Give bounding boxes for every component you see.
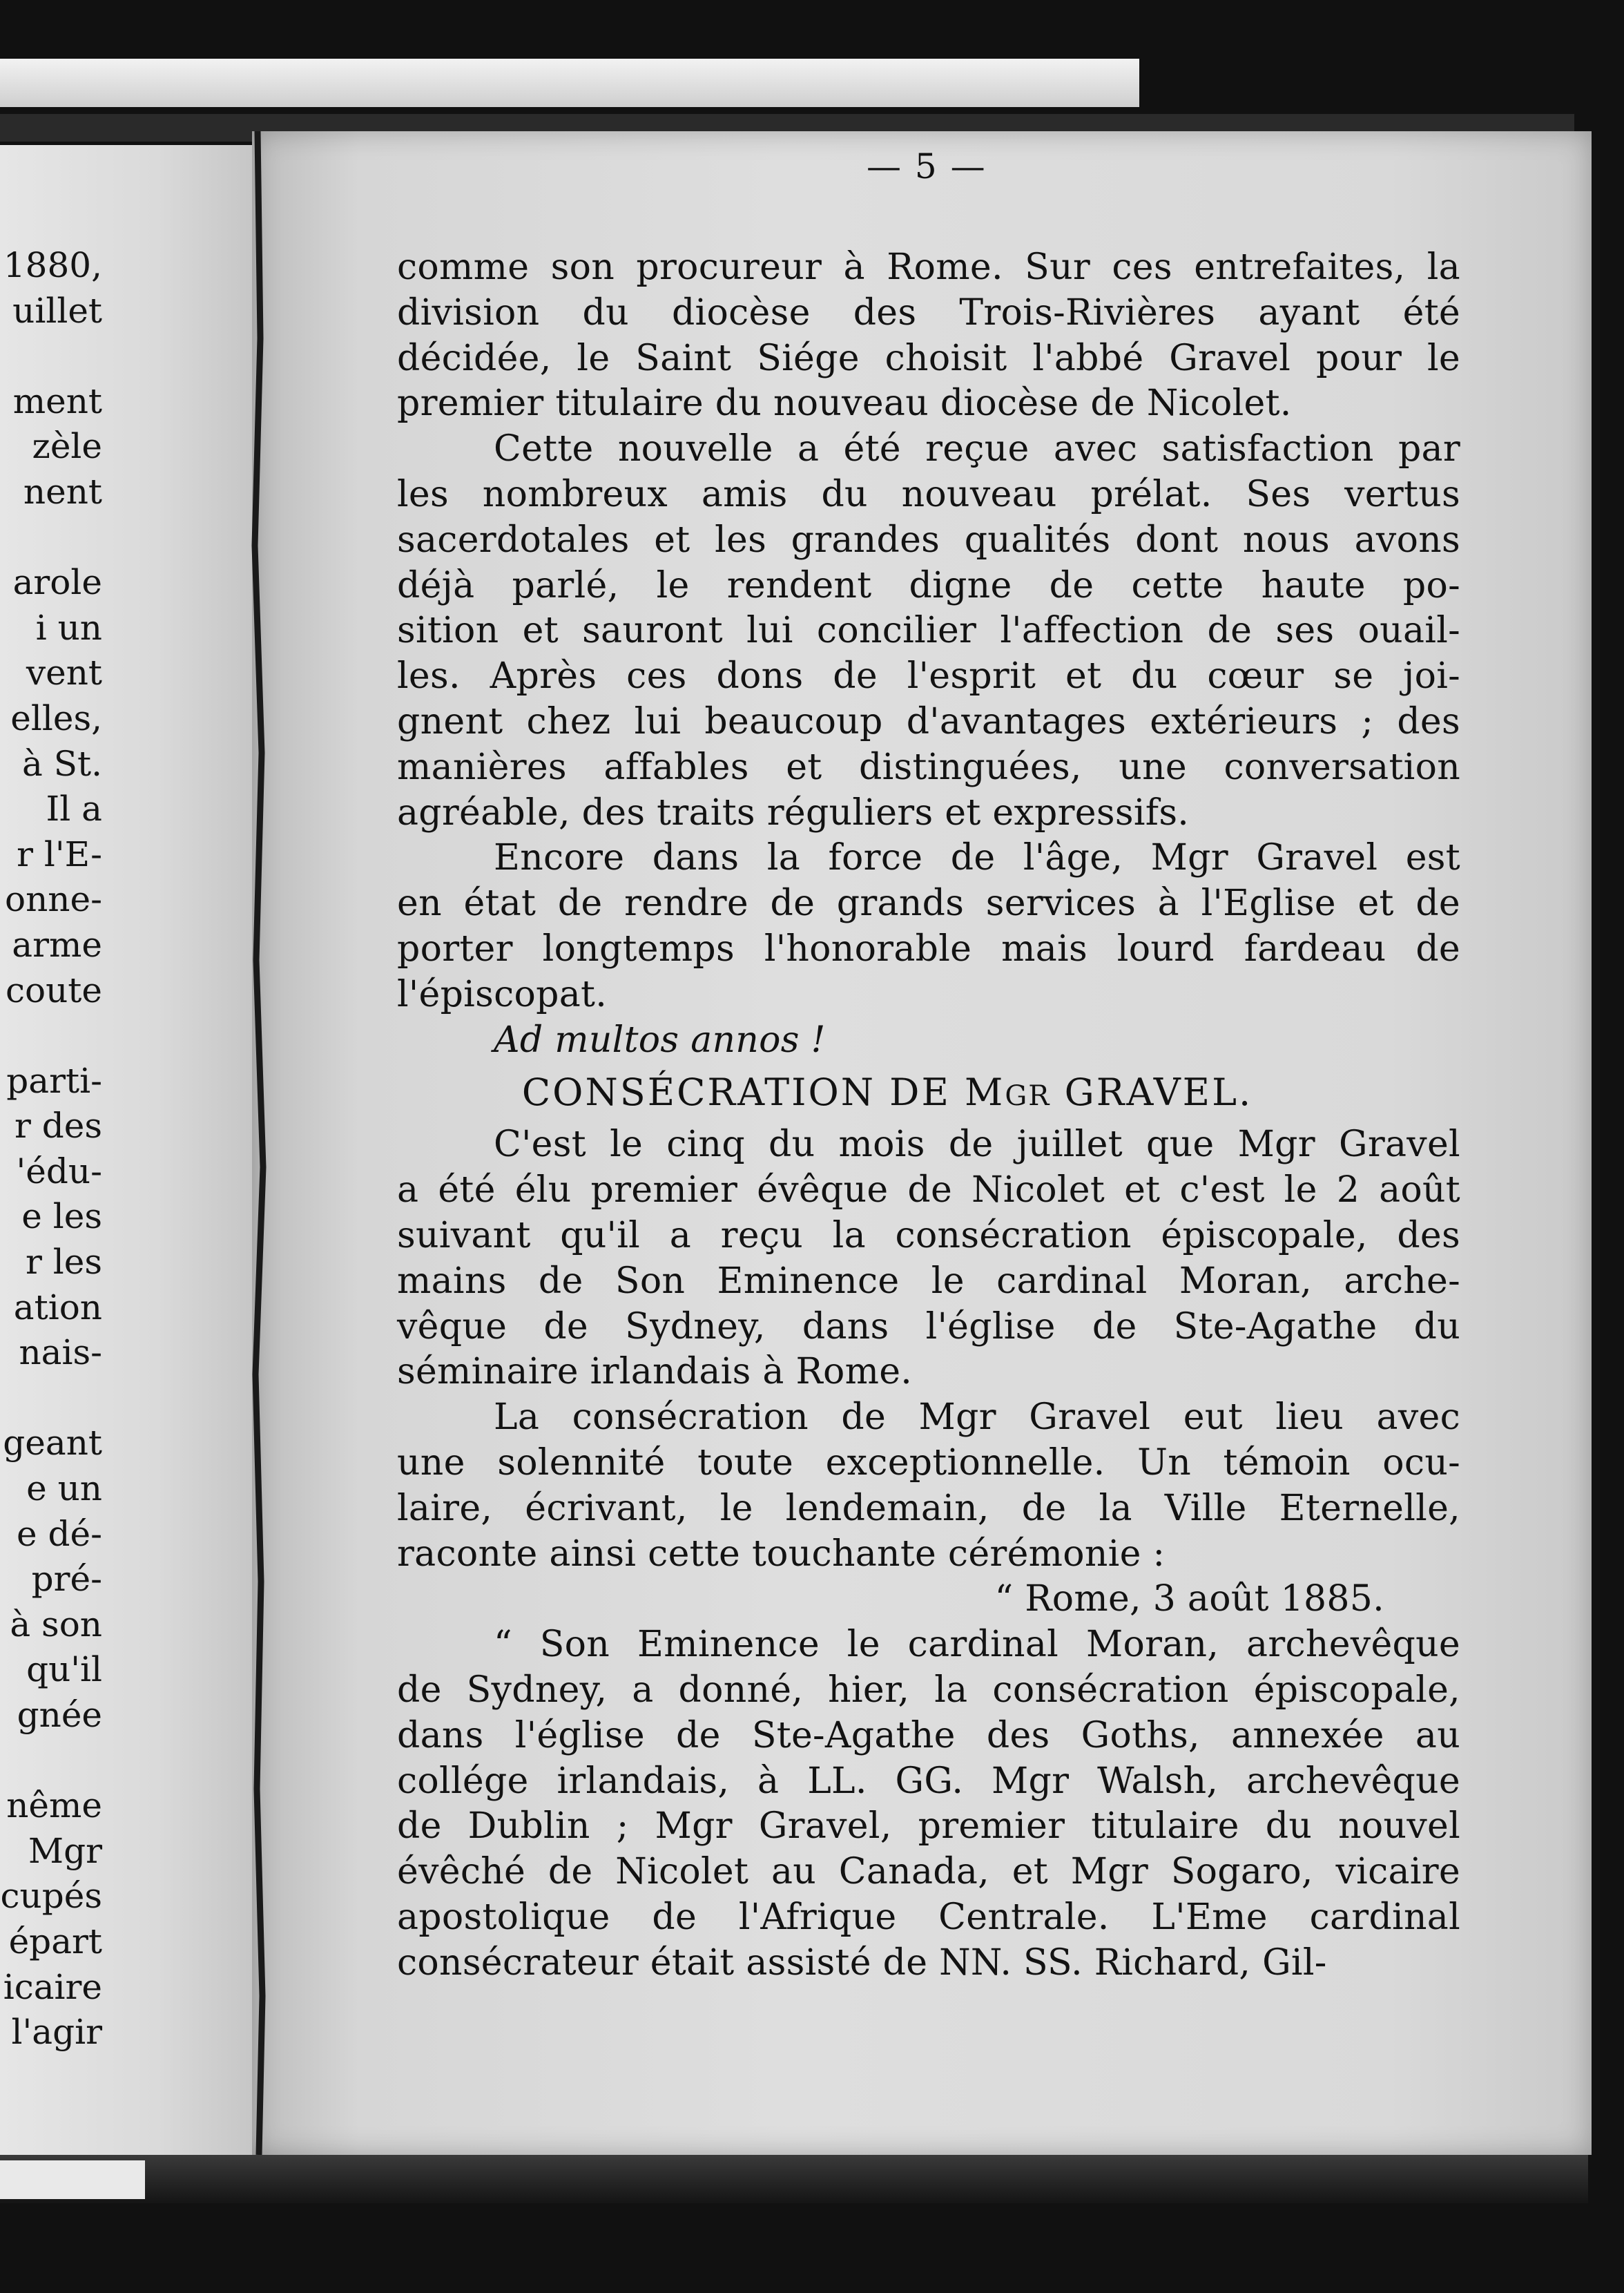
article-text <box>397 245 1460 1986</box>
text-line: de Dublin ; Mgr Gravel, premier titulaire du nouvel <box>397 1805 1460 1848</box>
text-line: séminaire irlandais à Rome. <box>397 1351 913 1393</box>
text-line: raconte ainsi cette touchante cérémonie : <box>397 1533 1166 1575</box>
left-page-fragment: Mgr <box>28 1830 102 1871</box>
text-line: de Sydney, a donné, hier, la consécration épiscopale, <box>397 1669 1460 1711</box>
text-line: les nombreux amis du nouveau prélat. Ses vertus <box>397 473 1460 515</box>
heading-text: CONSÉCRATION DE M <box>521 1071 1005 1115</box>
text-line: porter longtemps l'honorable mais lourd fardeau de <box>397 928 1460 970</box>
left-page-fragment: nais- <box>19 1332 102 1373</box>
text-line: comme son procureur à Rome. Sur ces entrefaites, la <box>397 247 1460 288</box>
page-tear-edge <box>245 131 273 2155</box>
left-page-fragment <box>0 1013 102 1059</box>
left-page-fragment: arole <box>12 562 102 603</box>
text-line: suivant qu'il a reçu la consécration épiscopale, des <box>397 1214 1460 1256</box>
paragraph-2 <box>397 427 1460 836</box>
text-line: décidée, le Saint Siége choisit l'abbé Gravel pour le <box>397 337 1460 379</box>
left-page-fragment: coute <box>6 970 102 1010</box>
left-page-fragment: nent <box>23 471 102 512</box>
text-line: apostolique de l'Afrique Centrale. L'Eme cardinal <box>397 1896 1460 1938</box>
left-page-fragment: elles, <box>10 698 102 738</box>
left-page-fragment: nême <box>6 1785 102 1826</box>
text-line: laire, écrivant, le lendemain, de la Ville Eternelle, <box>397 1487 1460 1529</box>
closing-wish: Ad multos annos ! <box>494 1019 826 1061</box>
left-page-fragment: onne- <box>5 879 102 920</box>
text-line: déjà parlé, le rendent digne de cette haute po- <box>397 564 1460 606</box>
left-page-fragment: vent <box>26 653 102 693</box>
left-page-fragment: épart <box>8 1921 102 1961</box>
heading-text-end: GRAVEL. <box>1050 1071 1253 1115</box>
left-page-fragment: r des <box>14 1106 102 1146</box>
text-line: en état de rendre de grands services à l'Eglise et de <box>397 883 1460 925</box>
left-page-fragment: à St. <box>22 743 102 784</box>
text-line: premier titulaire du nouveau diocèse de Nicolet. <box>397 383 1292 425</box>
film-edge-top <box>0 59 1139 107</box>
left-page-fragment: icaire <box>3 1966 102 2007</box>
film-edge-bottom-light <box>0 2160 145 2199</box>
paragraph-3 <box>397 836 1460 1017</box>
text-line: sition et sauront lui concilier l'affection de ses ouail- <box>397 610 1460 652</box>
text-line: les. Après ces dons de l'esprit et du cœur se joi- <box>397 655 1460 698</box>
text-line: a été élu premier évêque de Nicolet et c'est le 2 août <box>397 1169 1460 1211</box>
text-line: division du diocèse des Trois-Rivières ayant été <box>397 291 1460 334</box>
text-line: Cette nouvelle a été reçue avec satisfaction par <box>494 428 1460 470</box>
text-line: gnent chez lui beaucoup d'avantages extérieurs ; des <box>397 700 1460 742</box>
left-page-fragment: ment <box>12 381 102 421</box>
text-line: “ Son Eminence le cardinal Moran, archevêque <box>494 1624 1460 1666</box>
left-page-fragment <box>0 334 102 379</box>
text-line: collége irlandais, à LL. GG. Mgr Walsh, archevêque <box>397 1760 1460 1802</box>
text-line: une solennité toute exceptionnelle. Un témoin ocu- <box>397 1441 1460 1484</box>
left-page-fragment: 1880, <box>3 245 102 285</box>
text-line: consécrateur était assisté de NN. SS. Richard, Gil- <box>397 1941 1327 1984</box>
section-heading <box>397 1063 1460 1122</box>
text-line: Encore dans la force de l'âge, Mgr Gravel est <box>494 837 1460 879</box>
left-page-fragment: pré- <box>31 1559 102 1600</box>
left-page-fragment <box>0 1376 102 1421</box>
text-line: C'est le cinq du mois de juillet que Mgr Gravel <box>494 1124 1460 1166</box>
left-page-fragment: uillet <box>12 290 102 331</box>
left-page-fragment: cupés <box>0 1876 102 1917</box>
paragraph-1 <box>397 245 1460 427</box>
text-line: agréable, des traits réguliers et expressifs. <box>397 791 1190 834</box>
left-page-fragment <box>0 1738 102 1784</box>
left-page-fragment <box>0 515 102 561</box>
left-page-fragment: parti- <box>6 1060 102 1101</box>
text-line: vêque de Sydney, dans l'église de Ste-Agathe du <box>397 1305 1460 1347</box>
left-page-fragment: e dé- <box>17 1513 102 1554</box>
text-line: mains de Son Eminence le cardinal Moran, arche- <box>397 1260 1460 1302</box>
left-page-fragment: geant <box>3 1423 102 1464</box>
left-page-fragment: qu'il <box>26 1649 102 1690</box>
left-page-fragment: l'agir <box>11 2012 102 2053</box>
heading-abbrev: GR <box>1005 1080 1051 1113</box>
page-number: — 5 — <box>867 146 987 186</box>
text-line: sacerdotales et les grandes qualités dont nous avons <box>397 519 1460 561</box>
text-line: évêché de Nicolet au Canada, et Mgr Sogaro, vicaire <box>397 1851 1460 1893</box>
film-edge-bottom <box>0 2155 1588 2203</box>
paragraph-4 <box>397 1122 1460 1395</box>
paragraph-6 <box>397 1622 1460 1986</box>
left-page-fragment: e un <box>26 1468 102 1509</box>
left-page-fragment: gnée <box>17 1695 102 1735</box>
previous-page-strip <box>0 145 262 2155</box>
left-page-fragment: ation <box>13 1287 102 1327</box>
left-page-fragment: arme <box>12 924 102 965</box>
left-page-fragment: Il a <box>46 789 102 829</box>
left-page-fragment: r les <box>25 1242 102 1283</box>
left-page-fragment: i un <box>35 607 102 648</box>
left-page-fragment: r l'E- <box>17 834 102 874</box>
left-page-fragment: à son <box>10 1604 102 1644</box>
dateline: “ Rome, 3 août 1885. <box>994 1578 1384 1620</box>
left-page-fragment: 'édu- <box>16 1151 102 1191</box>
text-line: manières affables et distinguées, une conversation <box>397 746 1460 788</box>
text-line: dans l'église de Ste-Agathe des Goths, annexée au <box>397 1714 1460 1756</box>
left-page-fragment: zèle <box>32 426 102 467</box>
text-line: l'épiscopat. <box>397 973 608 1015</box>
paragraph-5 <box>397 1395 1460 1577</box>
text-line: La consécration de Mgr Gravel eut lieu avec <box>494 1397 1460 1439</box>
left-page-fragment: e les <box>21 1196 102 1237</box>
